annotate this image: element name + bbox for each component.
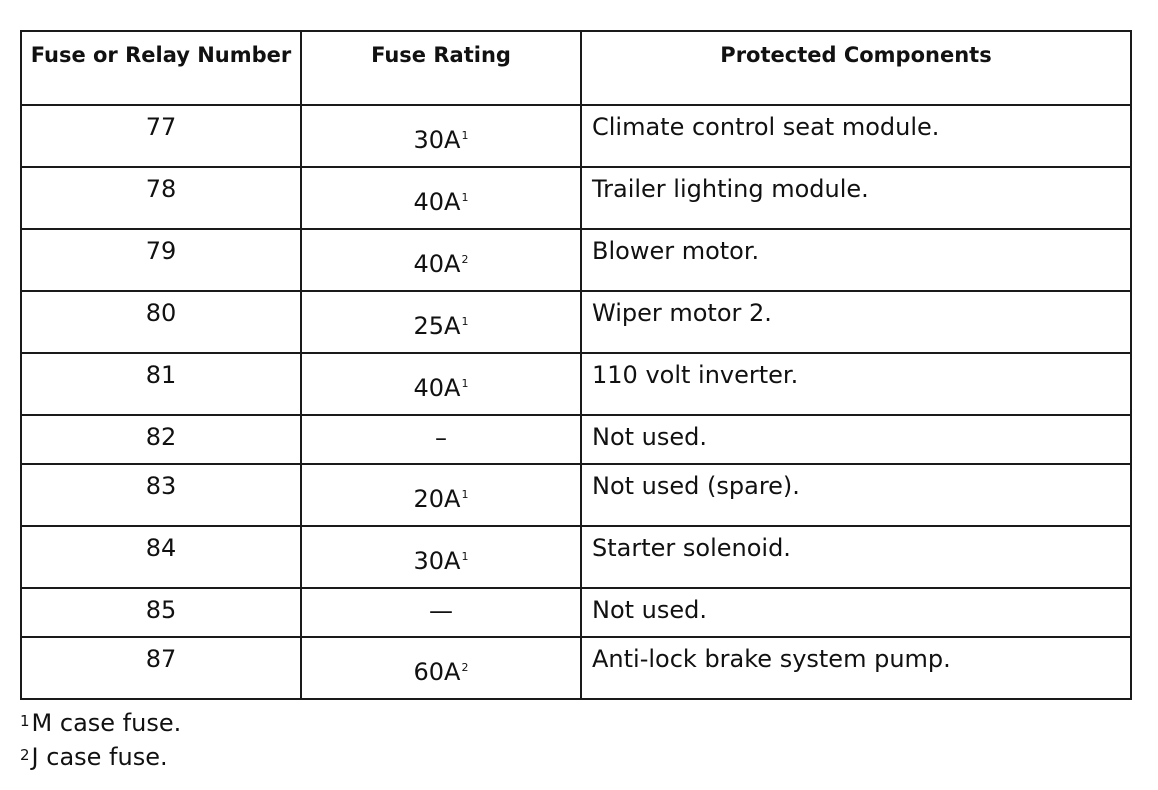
fuse-number: 85 <box>21 588 301 637</box>
rating-value: — <box>429 597 453 625</box>
rating-value: 20A <box>413 485 461 513</box>
table-row <box>21 105 1131 167</box>
fuse-number: 82 <box>21 415 301 464</box>
table-row <box>21 588 1131 637</box>
protected-component: Anti-lock brake system pump. <box>581 637 1131 699</box>
fuse-number: 78 <box>21 167 301 229</box>
fuse-rating <box>301 229 581 291</box>
fuse-rating <box>301 526 581 588</box>
footnote-1 <box>20 706 181 740</box>
table-row <box>21 526 1131 588</box>
rating-value: 30A <box>413 547 461 575</box>
fuse-number: 79 <box>21 229 301 291</box>
rating-footnote-marker: 1 <box>461 377 469 390</box>
rating-value: 25A <box>413 312 461 340</box>
fuse-rating <box>301 588 581 637</box>
fuse-number: 84 <box>21 526 301 588</box>
protected-component: Climate control seat module. <box>581 105 1131 167</box>
fuse-rating <box>301 167 581 229</box>
protected-component: 110 volt inverter. <box>581 353 1131 415</box>
rating-value: – <box>435 424 447 452</box>
table-header-row <box>21 31 1131 105</box>
rating-footnote-marker: 2 <box>461 253 469 266</box>
rating-value: 60A <box>413 658 461 686</box>
fuse-number: 83 <box>21 464 301 526</box>
protected-component: Not used. <box>581 415 1131 464</box>
header-fuse-rating: Fuse Rating <box>301 31 581 105</box>
fuse-number: 77 <box>21 105 301 167</box>
table-row <box>21 637 1131 699</box>
fuse-table <box>20 30 1132 700</box>
rating-value: 40A <box>413 188 461 216</box>
header-protected-components: Protected Components <box>581 31 1131 105</box>
fuse-number: 80 <box>21 291 301 353</box>
protected-component: Trailer lighting module. <box>581 167 1131 229</box>
table-row <box>21 291 1131 353</box>
table-row <box>21 229 1131 291</box>
protected-component: Not used. <box>581 588 1131 637</box>
rating-footnote-marker: 1 <box>461 488 469 501</box>
fuse-rating <box>301 353 581 415</box>
rating-footnote-marker: 1 <box>461 191 469 204</box>
table-row <box>21 167 1131 229</box>
fuse-rating <box>301 291 581 353</box>
protected-component: Blower motor. <box>581 229 1131 291</box>
rating-footnote-marker: 1 <box>461 129 469 142</box>
fuse-rating <box>301 415 581 464</box>
fuse-number: 81 <box>21 353 301 415</box>
table-row <box>21 464 1131 526</box>
fuse-number: 87 <box>21 637 301 699</box>
header-fuse-number: Fuse or Relay Number <box>21 31 301 105</box>
table-row <box>21 415 1131 464</box>
rating-value: 40A <box>413 250 461 278</box>
rating-footnote-marker: 2 <box>461 661 469 674</box>
protected-component: Not used (spare). <box>581 464 1131 526</box>
table-row <box>21 353 1131 415</box>
footnote-marker: 2 <box>20 746 30 764</box>
rating-value: 40A <box>413 374 461 402</box>
rating-value: 30A <box>413 126 461 154</box>
fuse-rating <box>301 637 581 699</box>
rating-footnote-marker: 1 <box>461 550 469 563</box>
protected-component: Starter solenoid. <box>581 526 1131 588</box>
footnote-text: M case fuse. <box>31 709 182 737</box>
footnote-marker: 1 <box>20 712 30 730</box>
footnote-2 <box>20 740 181 774</box>
rating-footnote-marker: 1 <box>461 315 469 328</box>
fuse-rating <box>301 105 581 167</box>
protected-component: Wiper motor 2. <box>581 291 1131 353</box>
footnote-text: J case fuse. <box>31 743 168 771</box>
fuse-rating <box>301 464 581 526</box>
footnotes <box>20 706 181 774</box>
